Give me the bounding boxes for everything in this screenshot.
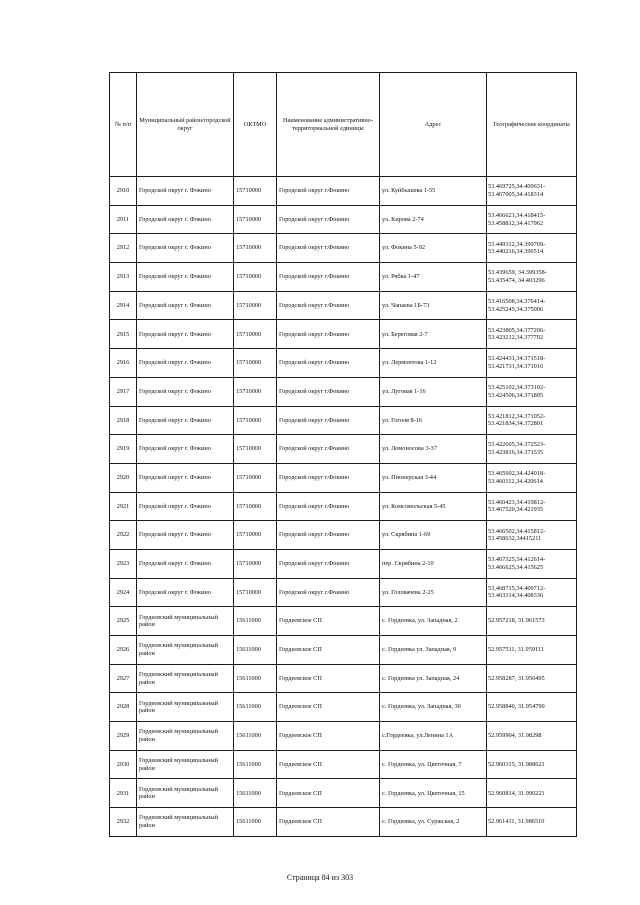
table-row [110,607,577,636]
header-address: Адрес [380,73,487,177]
cell-district: Гордеевский муниципальный район [137,607,234,636]
cell-address: ул. Фокина 5-92 [380,234,487,263]
cell-number: 2914 [110,291,137,320]
coordinate-line: 53.424431,34.371518- [488,355,546,363]
cell-address: ул. Чапаева 1Б-73 [380,291,487,320]
cell-number: 2927 [110,664,137,693]
coordinate-line: 53.463314,34.408336 [488,592,544,600]
coordinate-line: 53.460423,34.419812- [488,498,546,506]
table-row [110,693,577,722]
cell-address: ул. Куйбышева 1-55 [380,177,487,206]
cell-oktmo: 15710000 [234,463,277,492]
header-coordinates: Географические координаты [487,73,577,177]
cell-oktmo: 15710000 [234,291,277,320]
table-row [110,349,577,378]
cell-coordinates [487,435,577,464]
cell-admin-unit: Городской округ г.Фокино [277,263,380,292]
table-body [110,177,577,837]
table-row [110,377,577,406]
cell-coordinates [487,607,577,636]
cell-district: Городской округ г. Фокино [137,578,234,607]
cell-coordinates [487,377,577,406]
cell-admin-unit: Гордеевское СП [277,693,380,722]
cell-coordinates [487,205,577,234]
table-row [110,722,577,751]
coordinate-line: 52.957511, 31.959111 [488,646,544,654]
cell-address: ул. Пионерская 3-44 [380,463,487,492]
cell-district: Городской округ г. Фокино [137,435,234,464]
coordinate-line: 52.959904, 31.98298 [488,732,542,740]
header-oktmo: ОКТМО [234,73,277,177]
cell-number: 2915 [110,320,137,349]
cell-address: ул. Рябка 1-47 [380,263,487,292]
coordinate-line: 53.466502,34.415812- [488,527,546,535]
cell-oktmo: 15710000 [234,406,277,435]
cell-coordinates [487,779,577,808]
cell-address: ул. Гоголя 8-16 [380,406,487,435]
cell-oktmo: 15611000 [234,664,277,693]
coordinate-line: 52.961411, 31.986510 [488,818,545,826]
cell-number: 2931 [110,779,137,808]
cell-coordinates [487,406,577,435]
cell-admin-unit: Городской округ г.Фокино [277,435,380,464]
cell-district: Городской округ г. Фокино [137,521,234,550]
table-row [110,291,577,320]
table-row [110,808,577,837]
cell-number: 2921 [110,492,137,521]
coordinate-line: 53.460112,34.420614 [488,477,543,485]
coordinate-line: 53.469725,34.409631- [488,183,546,191]
table-row [110,406,577,435]
cell-district: Гордеевский муниципальный район [137,693,234,722]
cell-admin-unit: Городской округ г.Фокино [277,320,380,349]
cell-district: Городской округ г. Фокино [137,549,234,578]
cell-admin-unit: Городской округ г.Фокино [277,463,380,492]
coordinate-line: 53.449312,34.399709- [488,240,546,248]
cell-admin-unit: Городской округ г.Фокино [277,177,380,206]
coordinate-line: 53.465602,34.424018- [488,470,546,478]
coordinate-line: 53.458812,34.417962 [488,219,544,227]
cell-district: Гордеевский муниципальный район [137,722,234,751]
cell-admin-unit: Городской округ г.Фокино [277,578,380,607]
cell-district: Городской округ г. Фокино [137,291,234,320]
cell-oktmo: 15611000 [234,722,277,751]
cell-coordinates [487,177,577,206]
cell-address: с.Гордеевка, ул.Ленина 1А [380,722,487,751]
cell-number: 2929 [110,722,137,751]
cell-coordinates [487,349,577,378]
cell-address: с. Гордеевка, ул. Суржская, 2 [380,808,487,837]
cell-admin-unit: Городской округ г.Фокино [277,549,380,578]
cell-district: Гордеевский муниципальный район [137,664,234,693]
cell-oktmo: 15611000 [234,808,277,837]
cell-district: Городской округ г. Фокино [137,320,234,349]
cell-admin-unit: Городской округ г.Фокино [277,406,380,435]
coordinate-line: 53.467325,34.412614- [488,556,546,564]
table-row [110,578,577,607]
page-number: Страница 84 из 303 [286,873,354,882]
cell-admin-unit: Городской округ г.Фокино [277,492,380,521]
cell-number: 2932 [110,808,137,837]
cell-coordinates [487,578,577,607]
cell-coordinates [487,750,577,779]
coordinate-line: 53.425102,34.373102- [488,384,546,392]
cell-district: Городской округ г. Фокино [137,349,234,378]
cell-district: Гордеевский муниципальный район [137,750,234,779]
cell-district: Городской округ г. Фокино [137,377,234,406]
coordinate-line: 53,468715,34.409712- [488,584,546,592]
cell-address: с. Гордеевка, ул. Цветочная, 7 [380,750,487,779]
coordinate-line: 53.421731,34.371016 [488,362,544,370]
cell-number: 2920 [110,463,137,492]
cell-coordinates [487,549,577,578]
cell-admin-unit: Городской округ г.Фокино [277,205,380,234]
table-row [110,263,577,292]
cell-address: с. Гордеевка ул. Западная, 9 [380,636,487,665]
table-row [110,320,577,349]
cell-number: 2928 [110,693,137,722]
cell-oktmo: 15710000 [234,263,277,292]
coordinate-line: 53.440216,34.396514 [488,248,544,256]
cell-number: 2916 [110,349,137,378]
table-row [110,177,577,206]
cell-district: Городской округ г. Фокино [137,406,234,435]
cell-number: 2922 [110,521,137,550]
cell-oktmo: 15611000 [234,779,277,808]
cell-admin-unit: Гордеевское СП [277,607,380,636]
cell-coordinates [487,808,577,837]
cell-oktmo: 15710000 [234,177,277,206]
coordinate-line: 53.467005,34.418314 [488,190,544,198]
header-number: № п/п [110,73,137,177]
cell-oktmo: 15710000 [234,205,277,234]
cell-coordinates [487,234,577,263]
cell-admin-unit: Городской округ г.Фокино [277,234,380,263]
coordinate-line: 53.421812,34.371052- [488,412,546,420]
cell-coordinates [487,693,577,722]
cell-oktmo: 15710000 [234,521,277,550]
coordinate-line: 52.960315, 31.988621 [488,760,545,768]
cell-address: ул. Ломоносова 3-37 [380,435,487,464]
cell-district: Городской округ г. Фокино [137,234,234,263]
table-header-row [110,73,577,177]
cell-oktmo: 15710000 [234,492,277,521]
cell-oktmo: 15710000 [234,320,277,349]
coordinate-line: 53.466625,34.415625 [488,563,544,571]
cell-address: ул. Лермонтова 1-12 [380,349,487,378]
cell-admin-unit: Городской округ г.Фокино [277,377,380,406]
cell-oktmo: 15710000 [234,435,277,464]
cell-number: 2911 [110,205,137,234]
cell-number: 2910 [110,177,137,206]
cell-admin-unit: Гордеевское СП [277,808,380,837]
cell-coordinates [487,492,577,521]
table-row [110,779,577,808]
coordinate-line: 53.425245,34.375006 [488,305,544,313]
cell-oktmo: 15611000 [234,693,277,722]
cell-number: 2913 [110,263,137,292]
cell-coordinates [487,636,577,665]
cell-number: 2919 [110,435,137,464]
table-row [110,492,577,521]
cell-oktmo: 15710000 [234,377,277,406]
cell-district: Городской округ г. Фокино [137,177,234,206]
cell-oktmo: 15710000 [234,234,277,263]
cell-admin-unit: Гордеевское СП [277,750,380,779]
cell-coordinates [487,320,577,349]
coordinate-line: 53.423212,34.377702 [488,334,544,342]
coordinate-line: 53.423805,34.377206- [488,326,546,334]
cell-coordinates [487,664,577,693]
coordinate-line: 52.957218, 31.961573 [488,617,545,625]
cell-address: ул. Береговая 2-7 [380,320,487,349]
cell-oktmo: 15710000 [234,349,277,378]
cell-address: ул. Комсомольская 5-45 [380,492,487,521]
cell-district: Городской округ г. Фокино [137,492,234,521]
cell-address: с. Гордеевка ул. Западная, 24 [380,664,487,693]
cell-admin-unit: Городской округ г.Фокино [277,291,380,320]
cell-address: с. Гордеевка, ул. Западная, 2 [380,607,487,636]
coordinate-line: 53.458632,34415211 [488,535,542,543]
cell-admin-unit: Городской округ г.Фокино [277,521,380,550]
table-row [110,636,577,665]
cell-address: ул. Головачева 2-25 [380,578,487,607]
cell-coordinates [487,263,577,292]
data-table [109,72,577,837]
table-row [110,463,577,492]
cell-oktmo: 15611000 [234,607,277,636]
cell-oktmo: 15611000 [234,636,277,665]
table-row [110,435,577,464]
coordinate-line: 53.466621,34.418415- [488,211,546,219]
coordinate-line: 52.960814, 31.990221 [488,789,545,797]
header-district: Муниципальный район/городской округ [137,73,234,177]
cell-number: 2918 [110,406,137,435]
cell-address: ул. Кирова 2-74 [380,205,487,234]
cell-district: Городской округ г. Фокино [137,463,234,492]
cell-admin-unit: Гордеевское СП [277,779,380,808]
table-row [110,664,577,693]
cell-admin-unit: Городской округ г.Фокино [277,349,380,378]
coordinate-line: 53.416508,34.376414- [488,298,546,306]
cell-number: 2923 [110,549,137,578]
cell-number: 2912 [110,234,137,263]
cell-oktmo: 15611000 [234,750,277,779]
cell-coordinates [487,722,577,751]
coordinate-line: 53.435474, 34.403296 [488,276,545,284]
cell-oktmo: 15710000 [234,578,277,607]
cell-district: Городской округ г. Фокино [137,205,234,234]
table-row [110,521,577,550]
coordinate-line: 53.423816,34.371535 [488,449,544,457]
cell-district: Гордеевский муниципальный район [137,636,234,665]
cell-district: Гордеевский муниципальный район [137,779,234,808]
cell-address: ул. Луговая 1-16 [380,377,487,406]
table-row [110,750,577,779]
cell-number: 2924 [110,578,137,607]
cell-address: пер. Скрябина 2-10 [380,549,487,578]
cell-address: с. Гордеевка, ул. Западная, 30 [380,693,487,722]
coordinate-line: 53.422605,34.372523- [488,441,546,449]
table-row [110,234,577,263]
cell-admin-unit: Гордеевское СП [277,636,380,665]
header-admin-unit: Наименование административно-территориальной единицы [277,73,380,177]
cell-oktmo: 15710000 [234,549,277,578]
cell-coordinates [487,521,577,550]
coordinate-line: 53.424506,34.371805 [488,391,544,399]
cell-admin-unit: Гордеевское СП [277,722,380,751]
coordinate-line: 53.467520,34.421935 [488,506,544,514]
coordinate-line: 52.958840, 31.954790 [488,703,545,711]
cell-number: 2926 [110,636,137,665]
coordinate-line: 52.958287, 31.956495 [488,674,545,682]
coordinate-line: 53.439659, 34.399358- [488,269,547,277]
cell-number: 2925 [110,607,137,636]
cell-district: Гордеевский муниципальный район [137,808,234,837]
cell-address: с. Гордеевка, ул. Цветочная, 15 [380,779,487,808]
table-row [110,205,577,234]
cell-district: Городской округ г. Фокино [137,263,234,292]
cell-admin-unit: Гордеевское СП [277,664,380,693]
coordinate-line: 53.421834,34.372801 [488,420,544,428]
cell-address: ул. Скрябина 1-69 [380,521,487,550]
cell-number: 2917 [110,377,137,406]
cell-coordinates [487,463,577,492]
cell-coordinates [487,291,577,320]
cell-number: 2930 [110,750,137,779]
table-row [110,549,577,578]
